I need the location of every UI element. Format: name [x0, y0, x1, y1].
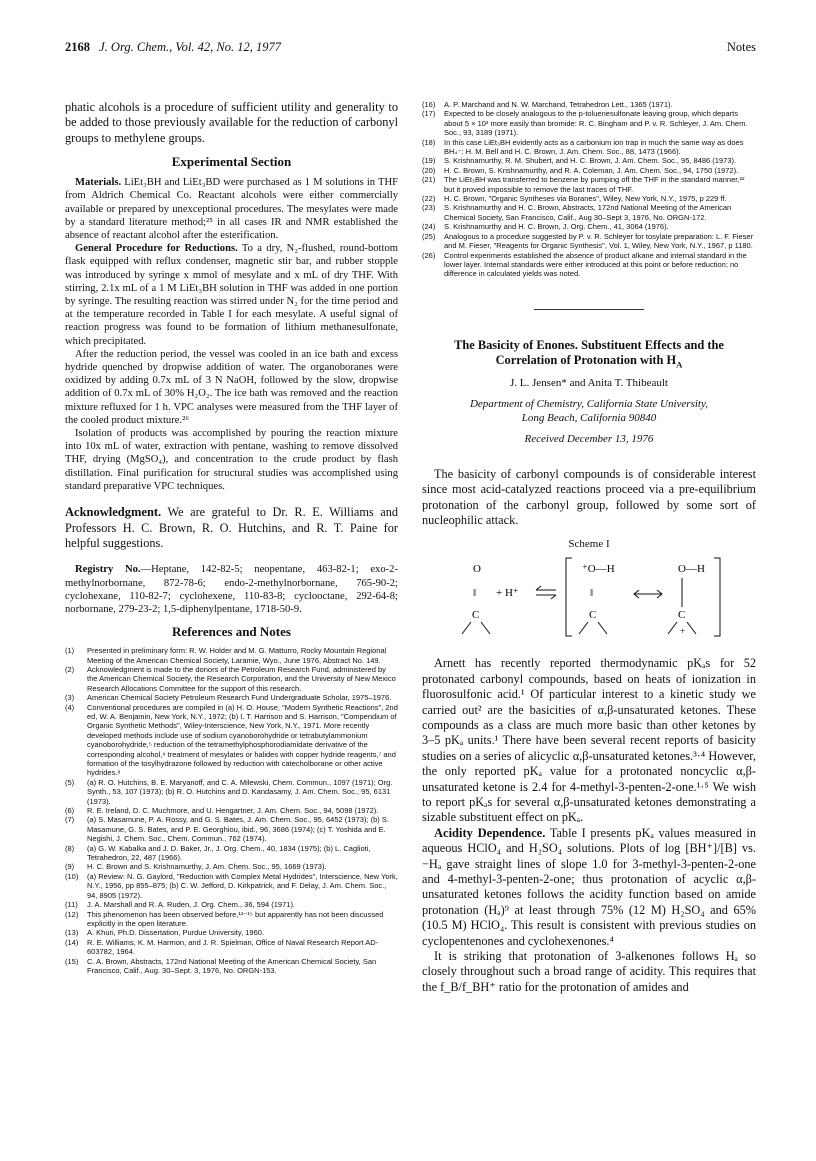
scheme-oxygen: O — [473, 563, 481, 576]
intro-paragraph: phatic alcohols is a procedure of sufficient utility and generality to be added to those previously available for the reduction of carbonyl groups to methylene groups. — [65, 100, 398, 145]
reference-item — [422, 166, 756, 175]
reference-item — [65, 693, 398, 702]
right-column — [422, 100, 756, 995]
scheme-oxonium: ⁺O—H — [582, 563, 615, 576]
reference-text: J. A. Marshall and R. A. Ruden, J. Org. Chem., 36, 594 (1971). — [87, 900, 296, 910]
article-title: The Basicity of Enones. Substituent Effects and the Correlation of Protonation with $H_A$ — [454, 337, 724, 370]
reference-number: (25) — [422, 231, 436, 241]
reference-number: (16) — [422, 100, 436, 109]
reference-item — [422, 251, 756, 279]
acidity-dependence-text: Table I presents pKₐ values measured in aqueous HClO₄ and H₂SO₄ solutions. Plots of log [BH⁺]/[B] vs. −Hₐ gave straight lines of slope 1.0 for 3-methyl-3-penten-2-one and 4-methyl-3-penten-2-one; thus protonation of acyclic α,β-unsaturated ketones follows the acidity function based on amide protonation (Hₐ)⁹ at least through 75% (12 M) H₂SO₄ and 65% (10.5 M) HClO₄. This result is consistent with previous studies on cyclopentenones and cyclohexenones.⁴ — [422, 825, 756, 948]
arnett-paragraph: Arnett has recently reported thermodynamic pKₐs for 52 protonated carbonyl compounds, based on heats of ionization in fluorosulfonic acid.¹ Of particular interest to a kinetic study we carried out² are the basicities of α,β-unsaturated ketones. These compounds as a class are much more basic than other ketones by 3–5 pKₐ units.¹ There have been several recent reports of basicity studies on a series of alicyclic α,β-unsaturated ketones.³·⁴ However, the only reported pKₐ value for a protonated noncyclic α,β-unsaturated ketone is 2.4 for 4-methyl-3-penten-2-one.¹·⁵ We wish to report pKₐs for several α,β-unsaturated ketones demonstrating a sizable substituent effect on pKₐ. — [422, 656, 756, 825]
acidity-dependence-paragraph — [422, 826, 756, 949]
reference-number: (1) — [65, 646, 75, 656]
introduction-paragraph: The basicity of carbonyl compounds is of considerable interest since most acid-catalyzed reactions proceed via a pre-equilibrium protonation of the carbonyl group, followed by some sort of nucleophilic attack. — [422, 466, 756, 527]
references-list-left — [65, 646, 398, 975]
reference-number: (22) — [422, 194, 436, 204]
reference-text: This phenomenon has been observed before,¹³⁻¹⁵ but apparently has not been discussed explicitly in the open literature. — [87, 909, 384, 928]
resonance-arrow-icon — [634, 590, 662, 598]
reference-number: (13) — [65, 928, 79, 938]
reference-item — [422, 222, 756, 231]
reference-text: A. P. Marchand and N. W. Marchand, Tetrahedron Lett., 1365 (1971). — [444, 100, 673, 109]
reference-item — [422, 232, 756, 251]
acknowledgment-runin: Acknowledgment. — [65, 505, 162, 520]
scheme-double-bond: ‖ — [590, 587, 594, 600]
authors: J. L. Jensen* and Anita T. Thibeault — [510, 376, 668, 389]
reference-item — [65, 957, 398, 976]
scheme-bond — [481, 622, 490, 634]
reference-text: (a) G. W. Kabalka and J. D. Baker, Jr., J. Org. Chem., 40, 1834 (1975); (b) L. Caglioti, Tetrahedron, 22, 487 (1966). — [87, 843, 371, 863]
reference-item — [65, 862, 398, 871]
reference-number: (12) — [65, 909, 79, 919]
general-procedure-paragraph — [65, 242, 398, 348]
reference-text: Analogous to a procedure suggested by P. v. R. Schleyer for tosylate preparation: L. F. Fieser and M. Fieser, "Reagents for Organic Synthesis", Vol. 1, Wiley, New York, N.Y., 1967, p 1180. — [444, 231, 754, 251]
acidity-dependence-runin: Acidity Dependence. — [434, 825, 546, 840]
reference-text: Conventional procedures are compiled in (a) H. O. House, "Modern Synthetic Reactions", 2nd ed, W. A. Benjamin, New York, N.Y., 1972; (b) I. T. Harrison and S. Harrison, "Compendium of Organic Synthetic Methods", Wiley-Interscience, New York, N.Y., 1971. More recently developed methods include use of sodium cyanoborohydride or tetrabutylammonium cyanoborohydride,⁵ reduction of the tetramethylphosphorodiamidate derivative of the corresponding alcohol,⁶ treatment of mesylates or halides with copper hydride reagents,⁷ and formation of the tosylhydrazone followed by reduction with catecholborane or other active hydrides.⁸ — [87, 702, 398, 778]
running-header — [65, 40, 756, 58]
isolation-paragraph: Isolation of products was accomplished by pouring the reaction mixture into 10x mL of water, extraction with pentane, washing to remove dissolved THF, drying (MgSO₄), and concentration to the crude product by flash distillation. Final purification for structural studies was accomplished using standard preparative VPC techniques. — [65, 428, 398, 492]
acknowledgment-paragraph — [65, 505, 398, 551]
reference-number: (3) — [65, 693, 75, 703]
scheme-double-bond: ‖ — [473, 587, 477, 600]
reference-number: (7) — [65, 815, 75, 825]
received-date: Received December 13, 1976 — [524, 432, 654, 445]
reference-number: (8) — [65, 843, 75, 853]
scheme-bracket-left — [566, 558, 572, 636]
article-divider — [534, 309, 644, 310]
reference-item — [65, 778, 398, 806]
scheme-bond — [462, 622, 471, 634]
reference-item — [422, 203, 756, 222]
reference-text: R. E. Williams, K. M. Harmon, and J. R. Spielman, Office of Naval Research Report AD-603782, 1964. — [87, 937, 379, 957]
reference-number: (21) — [422, 175, 436, 185]
reference-number: (18) — [422, 137, 436, 147]
registry-paragraph — [65, 563, 398, 616]
reference-item — [65, 665, 398, 693]
general-procedure-text: To a dry, N₂-flushed, round-bottom flask equipped with reflux condenser, magnetic stir bar, and rubber stopple was introduced by syringe x mmol of mesylate and x mL of dry THF. With stirring, 2.1x mL of a 1 M LiEt₃BH solution in THF was added in one portion by syringe. The resulting reaction was stirred under N₂ for the time period and at the temperature recorded in Table I for each mesylate. A useful signal of reaction progress was found to be formation of lithium methanesulfonate, which precipitated. — [65, 243, 398, 347]
registry-text: —Heptane, 142-82-5; neopentane, 463-82-1; exo-2-methylnorbornane, 872-78-6; endo-2-methylnorbornane, 765-90-2; cyclohexane, 110-82-7; cyclohexene, 110-83-8; cyclooctane, 292-64-8; norbornane, 279-23-2; 1,5-diphenylpentane, 1718-50-9. — [65, 564, 398, 615]
reference-number: (14) — [65, 937, 79, 947]
reference-text: A. Khuri, Ph.D. Dissertation, Purdue University, 1960. — [87, 928, 265, 938]
reference-number: (10) — [65, 871, 79, 881]
reduction-workup-paragraph: After the reduction period, the vessel was cooled in an ice bath and excess hydride quenched by dropwise addition of water. The organoboranes were oxidized by adding 0.7x mL of 3 N NaOH, followed by the slow, dropwise addition of 0.7x mL of 30% H₂O₂. The ice bath was removed and the reaction mixture refluxed for 1 h. VPC analyses were measured from the THF layer of the cooled product mixture.²⁶ — [65, 348, 398, 426]
reference-item — [65, 844, 398, 863]
reference-text: H. C. Brown and S. Krishnamurthy, J. Am. Chem. Soc., 95, 1669 (1973). — [87, 862, 327, 872]
references-list-right — [422, 100, 756, 279]
reference-text: S. Krishnamurthy and H. C. Brown, J. Org. Chem., 41, 3064 (1976). — [444, 222, 669, 232]
left-column — [65, 100, 398, 975]
reference-number: (11) — [65, 900, 78, 910]
reference-item — [65, 938, 398, 957]
scheme-carbocation-charge: + — [680, 626, 686, 637]
reference-number: (23) — [422, 203, 436, 213]
scheme-bracket-right — [714, 558, 720, 636]
reference-number: (17) — [422, 109, 436, 119]
scheme-plus-proton: + H⁺ — [496, 587, 519, 600]
reference-item — [65, 815, 398, 843]
reference-text: In this case LiEt₃BH evidently acts as a carbonium ion trap in much the same way as does BH₄⁻: H. M. Bell and H. C. Brown, J. Am. Chem. Soc., 88, 1473 (1966). — [444, 137, 744, 157]
reference-item — [65, 703, 398, 778]
references-heading: References and Notes — [172, 624, 291, 640]
reference-text: The LiEt₃BH was transferred to benzene by pumping off the THF in the standard manner,²² but it proved impossible to remove the last traces of THF. — [444, 175, 745, 194]
journal-citation: J. Org. Chem., Vol. 42, No. 12, 1977 — [99, 40, 281, 54]
reference-text: Control experiments established the absence of product alkane and internal standard in the lower layer. Internal standards were either introduced at this point or before reduction; no difference in calculated yields was noted. — [444, 250, 747, 279]
reference-item — [422, 100, 756, 109]
reference-text: S. Krishnamurthy, R. M. Shubert, and H. C. Brown, J. Am. Chem. Soc., 95, 8486 (1973). — [444, 156, 737, 166]
reference-text: H. C. Brown, S. Krishnamurthy, and R. A. Coleman, J. Am. Chem. Soc., 94, 1750 (1972). — [444, 165, 739, 175]
scheme-carbon: C — [678, 609, 686, 622]
section-label: Notes — [726, 40, 756, 54]
page-number: 2168 — [65, 40, 90, 54]
reference-text: C. A. Brown, Abstracts, 172nd National Meeting of the American Chemical Society, San Francisco, Calif., Aug. 30–Sept. 3, 1976, No. ORGN-153. — [87, 956, 377, 975]
acknowledgment-text: We are grateful to Dr. R. E. Williams and Professors H. C. Brown, R. O. Hutchins, and R. T. Paine for helpful suggestions. — [65, 505, 398, 550]
reference-number: (6) — [65, 806, 75, 816]
reference-item — [65, 872, 398, 900]
reference-number: (5) — [65, 777, 75, 787]
reference-text: (a) R. O. Hutchins, B. E. Maryanoff, and C. A. Milewski, Chem. Commun., 1097 (1971); Org. Synth., 53, 107 (1973); (b) R. O. Hutchins and D. Kandasamy, J. Am. Chem. Soc., 95, 6131 (1973). — [87, 777, 393, 806]
reference-number: (20) — [422, 165, 436, 175]
reference-item — [422, 109, 756, 137]
reference-item — [422, 194, 756, 203]
equilibrium-arrow-icon — [536, 586, 556, 599]
materials-text: LiEt₃BH and LiEt₃BD were purchased as 1 M solutions in THF from Aldrich Chemical Co. Reactant alcohols were either commercially available or prepared by unexceptional procedures. The mesylates were made by a standard literature method;²⁵ in all cases IR and NMR established the absence of reactant alcohol after the esterification. — [65, 177, 398, 242]
registry-runin: Registry No. — [75, 564, 141, 576]
general-procedure-runin: General Procedure for Reductions. — [75, 243, 238, 255]
reference-text: American Chemical Society Petroleum Research Fund Undergraduate Scholar, 1975–1976. — [87, 693, 392, 703]
final-paragraph: It is striking that protonation of 3-alkenones follows Hₐ so closely throughout such a broad range of acidity. This requires that the f_B/f_BH⁺ ratio for the protonation of amides and — [422, 949, 756, 994]
scheme-hydroxyl: O—H — [678, 563, 705, 576]
reference-number: (2) — [65, 664, 75, 674]
reference-item — [65, 900, 398, 909]
scheme-title: Scheme I — [568, 538, 610, 551]
reference-number: (15) — [65, 956, 79, 966]
reference-item — [65, 928, 398, 937]
materials-paragraph — [65, 176, 398, 242]
reference-item — [65, 806, 398, 815]
reference-text: Presented in preliminary form: R. W. Holder and M. G. Matturro, Rocky Mountain Regional Meeting of the American Chemical Society, Laramie, Wyo., June 1976, Abstract No. 149. — [87, 646, 387, 665]
reference-text: R. E. Ireland, D. C. Muchmore, and U. Hengartner, J. Am. Chem. Soc., 94, 5098 (1972). — [87, 806, 379, 816]
materials-runin: Materials. — [75, 177, 122, 189]
reference-number: (19) — [422, 156, 436, 166]
reference-text: (a) S. Masamune, P. A. Rossy, and G. S. Bates, J. Am. Chem. Soc., 95, 6452 (1973); (b) S. Masamune, G. S. Bates, and P. E. Georghiou, ibid., 96, 3686 (1974); (c) T. Yoshida and E. Negishi, J. Chem. Soc., Chem. Commun., 762 (1974). — [87, 815, 389, 844]
scheme-carbon: C — [589, 609, 597, 622]
scheme-diagram — [444, 552, 734, 644]
reference-text: H. C. Brown, "Organic Syntheses via Boranes", Wiley, New York, N.Y., 1975, p 229 ff. — [444, 194, 727, 204]
reference-number: (9) — [65, 862, 75, 872]
scheme-carbon: C — [472, 609, 480, 622]
affiliation: Department of Chemistry, California State University, Long Beach, California 90840 — [469, 397, 708, 424]
reference-number: (24) — [422, 222, 436, 232]
reference-item — [65, 646, 398, 665]
reference-text: (a) Review: N. G. Gaylord, "Reduction with Complex Metal Hydrides", Interscience, New York, N.Y., 1956, pp 855–875; (b) C. W. Jefford, D. Kirkpatrick, and F. Delay, J. Am. Chem. Soc., 94, 8905 (1972). — [87, 871, 398, 900]
reference-text: Acknowledgment is made to the donors of the Petroleum Research Fund, administered by the American Chemical Society, the Research Corporation, and the University of New Mexico Research Allocations Committee for the support of this research. — [87, 664, 396, 693]
reference-item — [422, 175, 756, 194]
reference-item — [65, 910, 398, 929]
experimental-heading: Experimental Section — [171, 154, 292, 170]
reference-text: S. Krishnamurthy and H. C. Brown, Abstracts, 172nd National Meeting of the American Chemical Society, San Francisco, Calif., Aug 30–Sept 3, 1976, No. ORGN-172. — [444, 203, 732, 222]
reference-text: Expected to be closely analogous to the p-toluenesulfonate leaving group, which departs about 5 × 10³ more easily than bromide: R. C. Bingham and P. v. R. Schleyer, J. Am. Chem. Soc., 93, 3189 (1971). — [444, 109, 748, 138]
reference-item — [422, 138, 756, 157]
reference-item — [422, 156, 756, 165]
reference-number: (4) — [65, 702, 75, 712]
reference-number: (26) — [422, 250, 436, 260]
